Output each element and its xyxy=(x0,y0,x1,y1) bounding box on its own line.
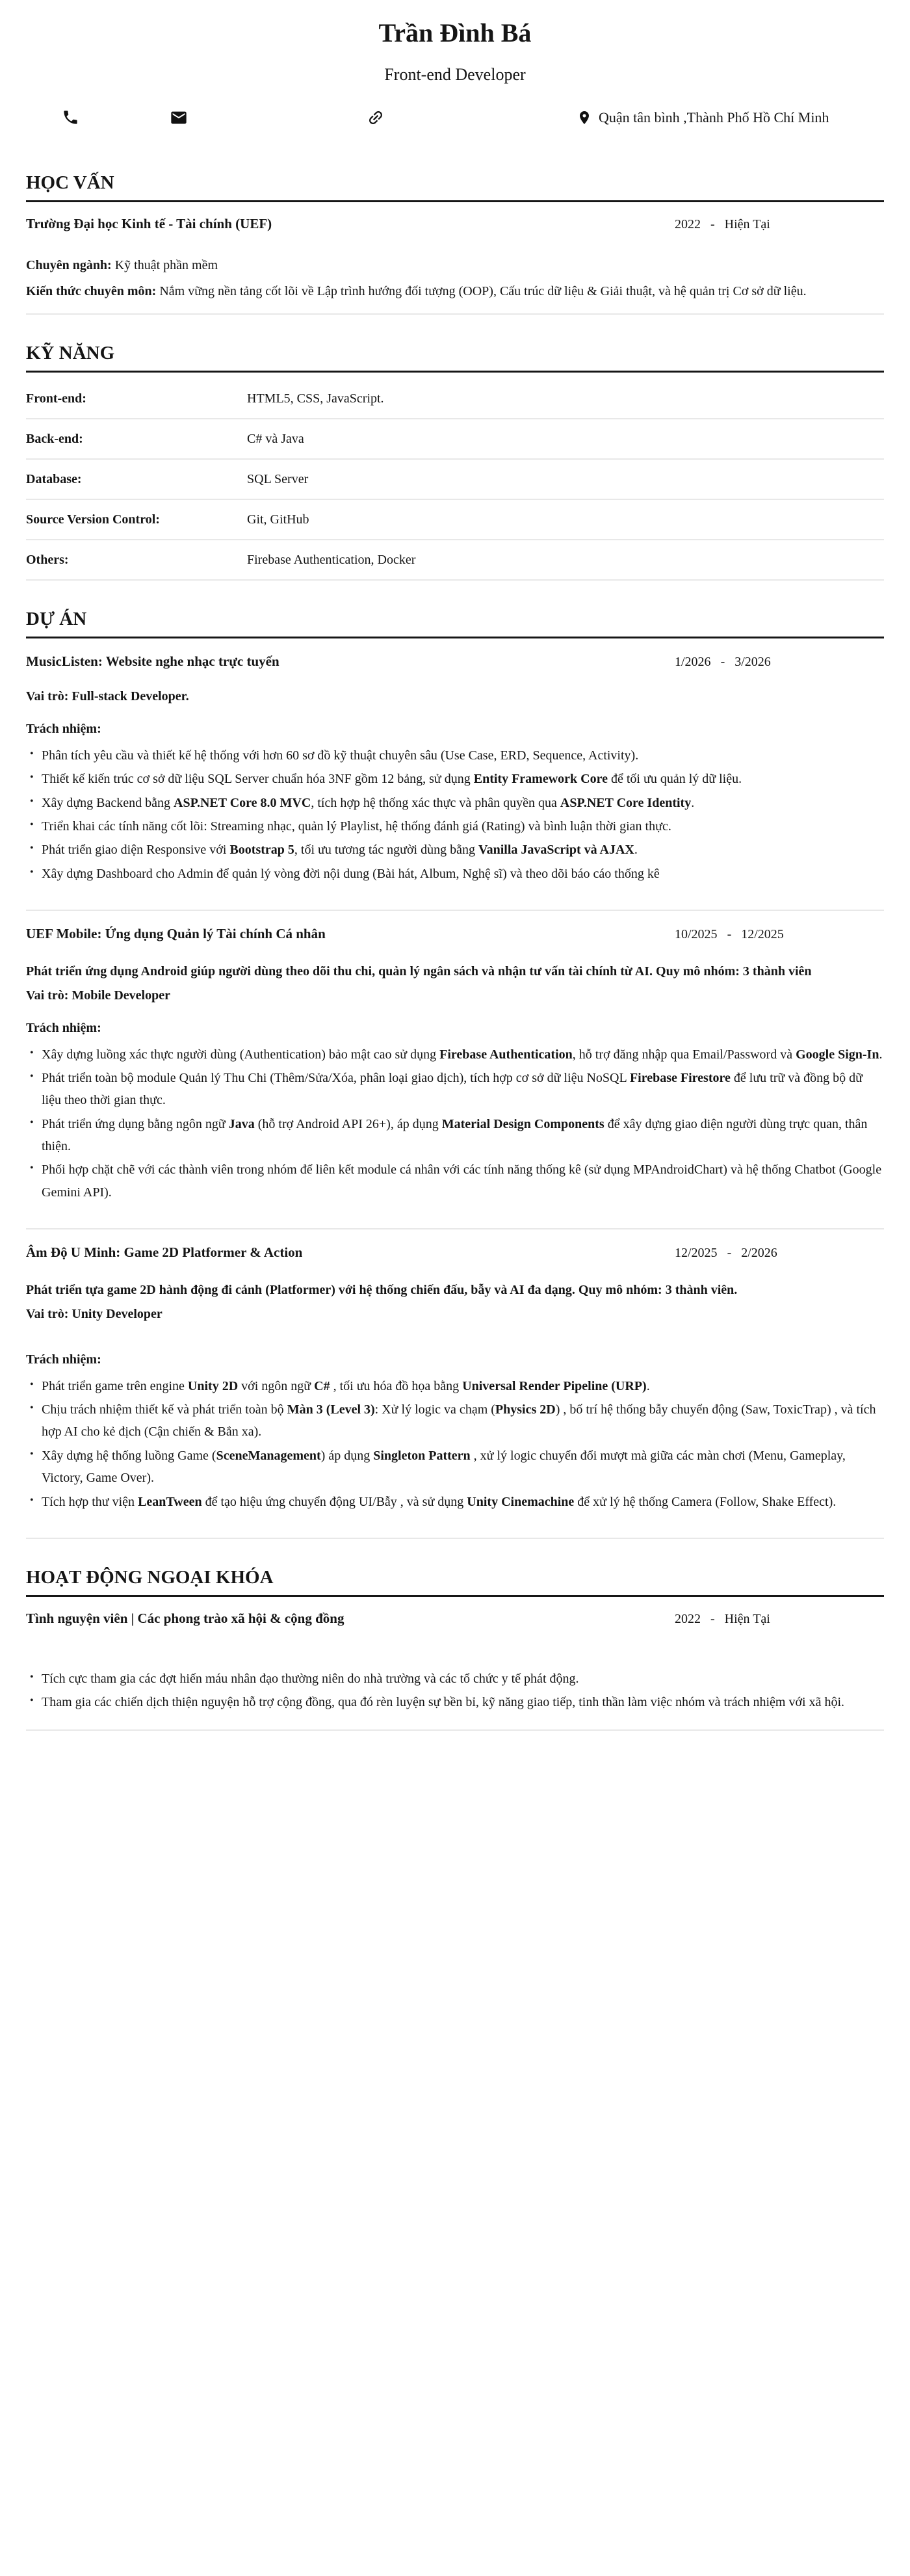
bullet-list xyxy=(26,1375,884,1513)
bullet-item: • Thiết kế kiến trúc cơ sở dữ liệu SQL Server chuẩn hóa 3NF gồm 12 bảng, sử dụng Entity Framework Core để tối ưu quản lý dữ liệu. xyxy=(26,768,884,790)
education-entry-head xyxy=(26,215,884,233)
bullet-item: • Tích hợp thư viện LeanTween để tạo hiệu ứng chuyển động UI/Bẫy , và sử dụng Unity Cinemachine để xử lý hệ thống Camera (Follow, Shake Effect). xyxy=(26,1491,884,1513)
bullet-item: • Phát triển ứng dụng bằng ngôn ngữ Java (hỗ trợ Android API 26+), áp dụng Material Design Components để xây dựng giao diện người dùng trực quan, thân thiện. xyxy=(26,1113,884,1158)
contact-location xyxy=(577,108,829,127)
bullet-list xyxy=(26,1044,884,1204)
contact-phone xyxy=(62,109,79,126)
responsibilities-label: Trách nhiệm: xyxy=(26,1020,101,1035)
skill-value: SQL Server xyxy=(247,471,309,486)
bullet-item: • Phối hợp chặt chẽ với các thành viên trong nhóm để liên kết module cá nhân với các tính năng thống kê (sử dụng MPAndroidChart) và hệ thống Chatbot (Google Gemini API). xyxy=(26,1159,884,1203)
school-name: Trường Đại học Kinh tế - Tài chính (UEF) xyxy=(26,215,272,231)
date-start: 2022 xyxy=(675,217,701,231)
bullet-item: • Phát triển game trên engine Unity 2D với ngôn ngữ C# , tối ưu hóa đồ họa bằng Universal Render Pipeline (URP). xyxy=(26,1375,884,1397)
date-end: Hiện Tại xyxy=(724,217,770,231)
date-end: Hiện Tại xyxy=(724,1611,770,1626)
bullet-list xyxy=(26,744,884,885)
skill-row xyxy=(26,460,884,500)
location-icon xyxy=(577,108,592,127)
date-start: 1/2026 xyxy=(675,654,711,669)
skill-row xyxy=(26,419,884,460)
skills-table xyxy=(26,379,884,581)
bullet-item: • Xây dựng Backend bằng ASP.NET Core 8.0 MVC, tích hợp hệ thống xác thực và phân quyền qua ASP.NET Core Identity. xyxy=(26,792,884,814)
project-title: Âm Độ U Minh: Game 2D Platformer & Action xyxy=(26,1244,303,1261)
location-text: Quận tân bình ,Thành Phố Hồ Chí Minh xyxy=(599,109,829,125)
project-summary: Phát triển ứng dụng Android giúp người dùng theo dõi thu chi, quản lý ngân sách và nhận tư vấn tài chính từ AI. Quy mô nhóm: 3 thành viên xyxy=(26,964,812,979)
activity-entry-head xyxy=(26,1610,884,1627)
skill-label: Others: xyxy=(26,552,69,567)
projects-heading: DỰ ÁN xyxy=(26,608,884,638)
skill-value: C# và Java xyxy=(247,431,304,446)
section-activities xyxy=(26,1566,884,1731)
project-title: MusicListen: Website nghe nhạc trực tuyến xyxy=(26,653,280,669)
bullet-item: • Phân tích yêu cầu và thiết kế hệ thống với hơn 60 sơ đồ kỹ thuật chuyên sâu (Use Case, ERD, Sequence, Activity). xyxy=(26,744,884,767)
project-date-range xyxy=(675,1246,884,1261)
bullet-item: • Chịu trách nhiệm thiết kế và phát triển toàn bộ Màn 3 (Level 3): Xử lý logic va chạm (Physics 2D) , bố trí hệ thống bẫy chuyển động (Saw, ToxicTrap) , và tích hợp AI cho kẻ địch (Cận chiến & Bắn xa). xyxy=(26,1399,884,1443)
skill-label: Front-end: xyxy=(26,391,86,406)
education-entry xyxy=(26,215,884,315)
section-projects xyxy=(26,608,884,1539)
activities-heading: HOẠT ĐỘNG NGOẠI KHÓA xyxy=(26,1566,884,1597)
date-separator: - xyxy=(727,927,732,942)
date-separator: - xyxy=(710,1611,715,1626)
knowledge-line: Kiến thức chuyên môn: Nắm vững nền tảng cốt lõi về Lập trình hướng đối tượng (OOP), Cấu trúc dữ liệu & Giải thuật, và hệ quản trị Cơ sở dữ liệu. xyxy=(26,283,807,298)
skill-row xyxy=(26,540,884,581)
section-skills xyxy=(26,342,884,581)
project-am-do-u-minh xyxy=(26,1229,884,1539)
activity-body xyxy=(26,1668,884,1731)
project-role: Vai trò: Unity Developer xyxy=(26,1306,162,1321)
email-icon xyxy=(170,109,188,127)
bullet-list xyxy=(26,1668,884,1714)
skill-row xyxy=(26,379,884,419)
date-end: 2/2026 xyxy=(741,1246,777,1261)
date-start: 2022 xyxy=(675,1611,701,1626)
skill-value: Git, GitHub xyxy=(247,512,309,527)
project-musiclisten xyxy=(26,638,884,912)
contact-link xyxy=(367,109,385,127)
date-separator: - xyxy=(727,1246,732,1261)
project-summary: Phát triển tựa game 2D hành động đi cảnh (Platformer) với hệ thống chiến đấu, bẫy và AI đa dạng. Quy mô nhóm: 3 thành viên. xyxy=(26,1282,738,1297)
bullet-item: • Phát triển toàn bộ module Quản lý Thu Chi (Thêm/Sửa/Xóa, phân loại giao dịch), tích hợp cơ sở dữ liệu NoSQL Firebase Firestore để lưu trữ và đồng bộ dữ liệu theo thời gian thực. xyxy=(26,1067,884,1112)
date-start: 10/2025 xyxy=(675,927,718,942)
project-title: UEF Mobile: Ứng dụng Quản lý Tài chính Cá nhân xyxy=(26,926,326,942)
bullet-item: • Xây dựng luồng xác thực người dùng (Authentication) bảo mật cao sử dụng Firebase Authentication, hỗ trợ đăng nhập qua Email/Password và Google Sign-In. xyxy=(26,1044,884,1066)
bullet-item: • Xây dựng Dashboard cho Admin để quản lý vòng đời nội dung (Bài hát, Album, Nghệ sĩ) và theo dõi báo cáo thống kê xyxy=(26,863,884,885)
skills-heading: KỸ NĂNG xyxy=(26,342,884,373)
education-heading: HỌC VẤN xyxy=(26,172,884,202)
skill-label: Database: xyxy=(26,471,82,486)
project-date-range xyxy=(675,927,884,942)
date-separator: - xyxy=(710,217,715,231)
project-date-range xyxy=(675,655,884,670)
contact-email xyxy=(170,109,188,127)
candidate-job-title: Front-end Developer xyxy=(384,65,526,84)
bullet-item: • Phát triển giao diện Responsive với Bootstrap 5, tối ưu tương tác người dùng bằng Vanilla JavaScript và AJAX. xyxy=(26,839,884,861)
project-role: Vai trò: Full-stack Developer. xyxy=(26,689,189,703)
skill-value: Firebase Authentication, Docker xyxy=(247,552,416,567)
activity-date-range xyxy=(675,1612,884,1627)
activity-title: Tình nguyện viên | Các phong trào xã hội & cộng đồng xyxy=(26,1610,344,1626)
candidate-name: Trần Đình Bá xyxy=(378,18,532,47)
date-end: 3/2026 xyxy=(734,654,771,669)
skill-label: Back-end: xyxy=(26,431,83,446)
responsibilities-label: Trách nhiệm: xyxy=(26,1352,101,1367)
bullet-item: • Triển khai các tính năng cốt lõi: Streaming nhạc, quản lý Playlist, hệ thống đánh giá (Rating) và bình luận thời gian thực. xyxy=(26,815,884,837)
bullet-item: • Tích cực tham gia các đợt hiến máu nhân đạo thường niên do nhà trường và các tổ chức y tế phát động. xyxy=(26,1668,884,1690)
project-entry-head xyxy=(26,1244,884,1261)
contact-row xyxy=(26,107,884,129)
date-separator: - xyxy=(720,654,725,669)
link-icon xyxy=(363,105,389,131)
project-role: Vai trò: Mobile Developer xyxy=(26,988,170,1003)
skill-row xyxy=(26,500,884,540)
date-end: 12/2025 xyxy=(741,927,784,942)
skill-label: Source Version Control: xyxy=(26,512,160,527)
date-start: 12/2025 xyxy=(675,1246,718,1261)
project-uef-mobile xyxy=(26,911,884,1229)
bullet-item: • Xây dựng hệ thống luồng Game (SceneManagement) áp dụng Singleton Pattern , xử lý logic chuyển đổi mượt mà giữa các màn chơi (Menu, Gameplay, Victory, Game Over). xyxy=(26,1445,884,1490)
major-line: Chuyên ngành: Kỹ thuật phần mềm xyxy=(26,257,218,272)
project-entry-head xyxy=(26,653,884,670)
responsibilities-label: Trách nhiệm: xyxy=(26,721,101,736)
phone-icon xyxy=(62,109,79,126)
bullet-item: • Tham gia các chiến dịch thiện nguyện hỗ trợ cộng đồng, qua đó rèn luyện sự bền bỉ, kỹ năng giao tiếp, tinh thần làm việc nhóm và trách nhiệm với xã hội. xyxy=(26,1691,884,1713)
education-date-range xyxy=(675,217,884,232)
section-education xyxy=(26,172,884,315)
skill-value: HTML5, CSS, JavaScript. xyxy=(247,391,384,406)
project-entry-head xyxy=(26,925,884,943)
